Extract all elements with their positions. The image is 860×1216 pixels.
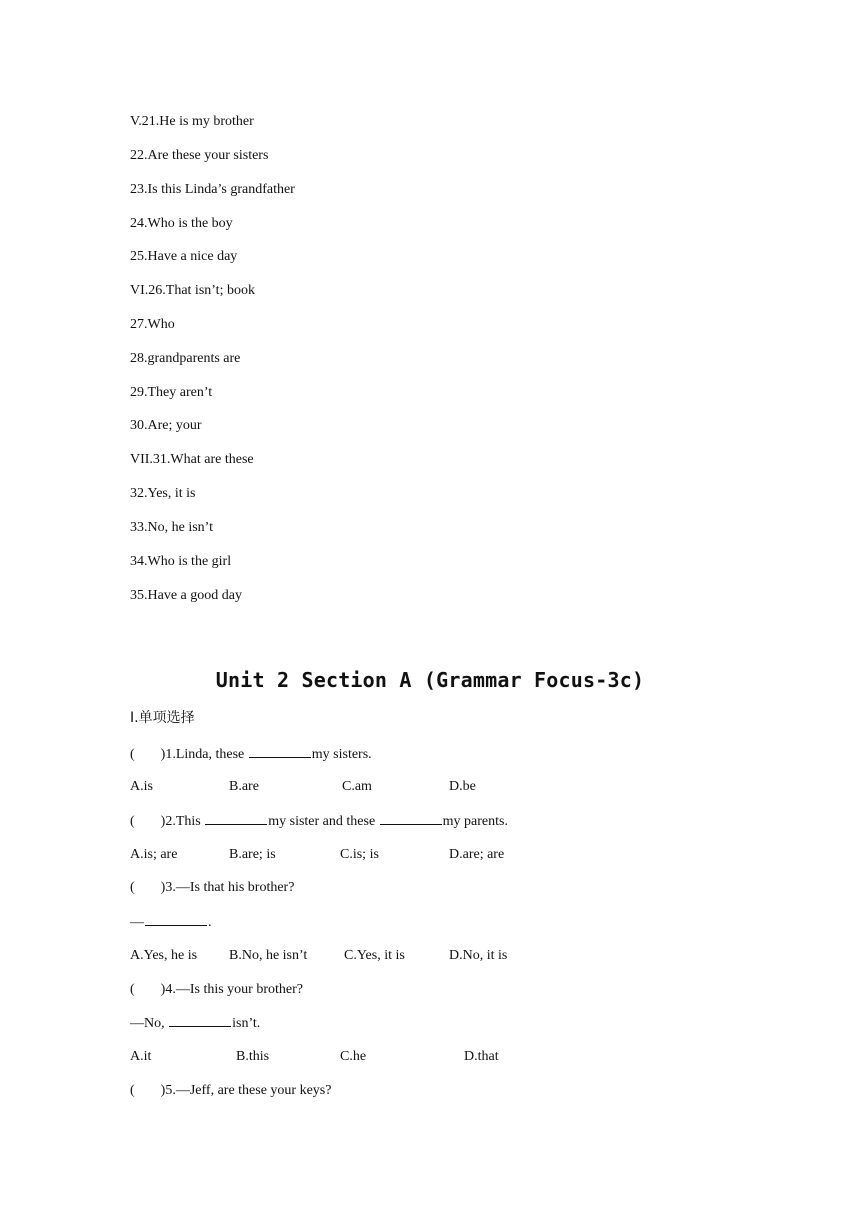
- reply-prefix: —: [130, 915, 144, 930]
- reply-suffix: isn’t.: [232, 1016, 261, 1031]
- answer-blank[interactable]: [380, 812, 442, 825]
- option-b: B.are; is: [229, 847, 276, 862]
- option-c: C.Yes, it is: [344, 948, 405, 963]
- answer-blank[interactable]: [205, 812, 267, 825]
- answer-line: 34.Who is the girl: [130, 554, 232, 569]
- answer-line: 27.Who: [130, 317, 175, 332]
- question-text: )1.Linda, these: [160, 747, 245, 762]
- question-text: )4.—Is this your brother?: [160, 982, 303, 997]
- question-open-paren: (: [130, 982, 135, 997]
- question-text: my sister and these: [268, 814, 376, 829]
- question-open-paren: (: [130, 1083, 135, 1098]
- answer-blank[interactable]: [249, 745, 311, 758]
- question-text: )2.This: [160, 814, 201, 829]
- option-b: B.No, he isn’t: [229, 948, 308, 963]
- option-d: D.No, it is: [449, 948, 508, 963]
- answer-line: 28.grandparents are: [130, 351, 241, 366]
- option-c: C.he: [340, 1049, 367, 1064]
- option-d: D.that: [464, 1049, 499, 1064]
- question-2: [130, 812, 508, 831]
- question-3-reply: [130, 913, 212, 932]
- option-a: A.Yes, he is: [130, 948, 198, 963]
- option-d: D.are; are: [449, 847, 505, 862]
- option-c: C.is; is: [340, 847, 379, 862]
- section-heading: Ⅰ.单项选择: [130, 710, 195, 726]
- answer-blank[interactable]: [145, 913, 207, 926]
- option-a: A.is; are: [130, 847, 178, 862]
- option-c: C.am: [342, 779, 372, 794]
- answer-line: 22.Are these your sisters: [130, 148, 269, 163]
- option-a: A.is: [130, 779, 153, 794]
- question-1: [130, 745, 372, 764]
- reply-suffix: .: [208, 915, 212, 930]
- question-3: [130, 879, 294, 897]
- option-b: B.this: [236, 1049, 270, 1064]
- question-text: my sisters.: [311, 747, 372, 762]
- answer-line: 35.Have a good day: [130, 588, 242, 603]
- question-open-paren: (: [130, 814, 135, 829]
- question-2-options: [130, 846, 730, 864]
- question-4-options: [130, 1048, 730, 1066]
- question-4-reply: [130, 1014, 260, 1033]
- answer-line: 24.Who is the boy: [130, 216, 233, 231]
- answer-line: VII.31.What are these: [130, 452, 254, 467]
- answer-line: 32.Yes, it is: [130, 486, 196, 501]
- question-text: )5.—Jeff, are these your keys?: [160, 1083, 332, 1098]
- question-open-paren: (: [130, 747, 135, 762]
- answer-line: 23.Is this Linda’s grandfather: [130, 182, 295, 197]
- question-text: my parents.: [442, 814, 508, 829]
- answer-blank[interactable]: [169, 1014, 231, 1027]
- option-a: A.it: [130, 1049, 152, 1064]
- answer-line: 29.They aren’t: [130, 385, 213, 400]
- answer-line: VI.26.That isn’t; book: [130, 283, 255, 298]
- answer-line: 33.No, he isn’t: [130, 520, 213, 535]
- page-title: Unit 2 Section A (Grammar Focus-3c): [215, 668, 645, 692]
- option-d: D.be: [449, 779, 476, 794]
- answer-line: 25.Have a nice day: [130, 249, 238, 264]
- question-5: [130, 1082, 331, 1100]
- question-text: )3.—Is that his brother?: [160, 880, 295, 895]
- question-4: [130, 981, 303, 999]
- question-3-options: [130, 947, 730, 965]
- option-b: B.are: [229, 779, 259, 794]
- answer-line: 30.Are; your: [130, 418, 202, 433]
- question-open-paren: (: [130, 880, 135, 895]
- question-1-options: [130, 778, 730, 796]
- answer-line: V.21.He is my brother: [130, 114, 254, 129]
- reply-prefix: —No,: [130, 1016, 165, 1031]
